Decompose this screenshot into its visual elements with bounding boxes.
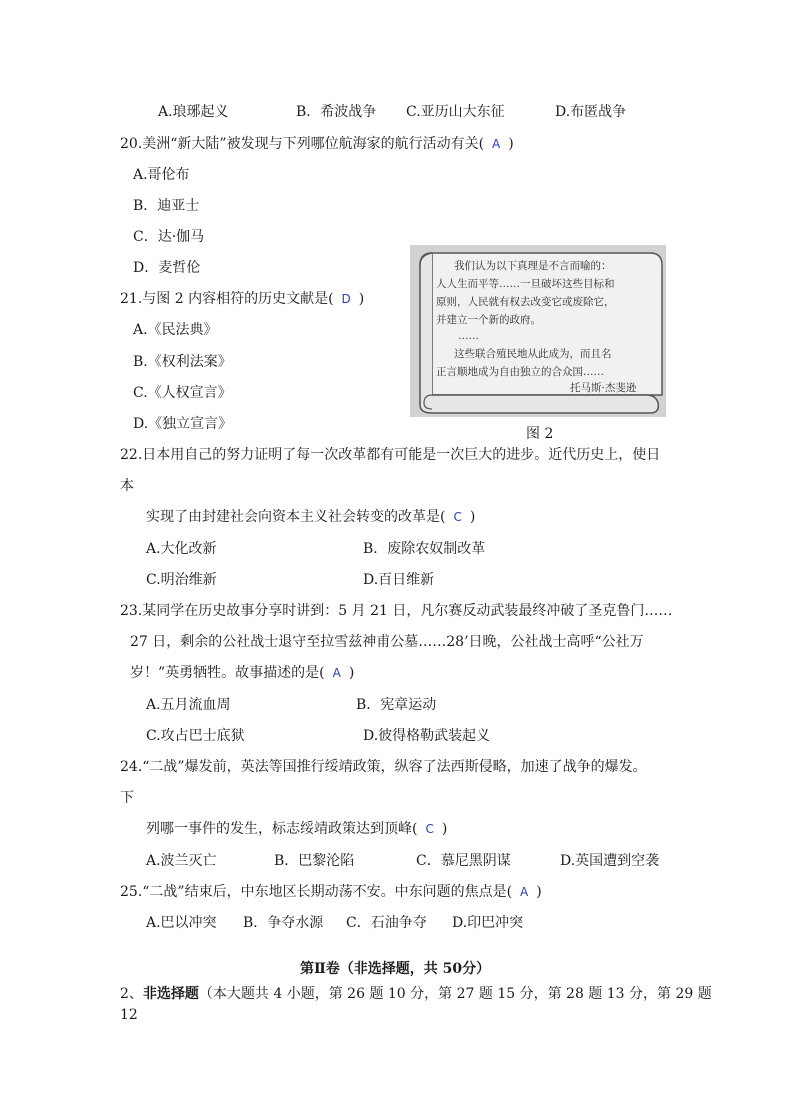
q21-option-a: A.《民法典》 xyxy=(133,322,218,338)
answer-mark: D xyxy=(341,292,351,306)
question-22-cont: 实现了由封建社会向资本主义社会转变的改革是( C ) xyxy=(146,509,476,525)
answer-mark: C xyxy=(425,822,434,836)
q24-option-a: A.波兰灭亡 xyxy=(146,853,217,869)
q22-option-a: A.大化改新 xyxy=(146,541,217,557)
answer-mark: A xyxy=(332,666,341,680)
question-21: 21.与图 2 内容相符的历史文献是( D ) xyxy=(120,291,365,307)
answer-mark: A xyxy=(492,137,501,151)
figure-line: 原则，人民就有权去改变它或废除它， xyxy=(436,296,615,308)
q19-option-a: A.琅琊起义 xyxy=(158,104,229,120)
q22-option-d: D.百日维新 xyxy=(363,572,435,588)
q20-option-c: C．达·伽马 xyxy=(133,229,205,245)
figure-line: 人人生而平等……一旦破坏这些目标和 xyxy=(436,278,615,290)
q19-option-c: C.亚历山大东征 xyxy=(406,104,505,120)
q20-option-a: A.哥伦布 xyxy=(133,167,190,183)
section-2-wrap: 12 xyxy=(120,1007,138,1023)
question-20: 20.美洲“新大陆”被发现与下列哪位航海家的航行活动有关( A ) xyxy=(120,136,514,152)
q21-option-b: B.《权利法案》 xyxy=(133,354,232,370)
q23-option-c: C.攻占巴士底狱 xyxy=(146,728,245,744)
question-23-stem: 23.某同学在历史故事分享时讲到：5 月 21 日，凡尔赛反动武装最终冲破了圣克鲁门…… xyxy=(120,603,673,619)
section-2-title: 第Ⅱ卷（非选择题，共 50分） xyxy=(300,961,491,977)
scroll-image xyxy=(410,245,666,417)
section-2-heading: 2、非选择题（本大题共 4 小题，第 26 题 10 分，第 27 题 15 分，第 28 题 13 分，第 29 题 xyxy=(120,986,712,1002)
q23-option-a: A.五月流血周 xyxy=(146,697,231,713)
figure-line: …… xyxy=(458,330,479,342)
q21-option-d: D.《独立宣言》 xyxy=(133,416,233,432)
figure-line: 正言顺地成为自由独立的合众国…… xyxy=(436,366,604,378)
question-24-wrap: 下 xyxy=(120,790,134,806)
q23-option-b: B．宪章运动 xyxy=(356,697,437,713)
q25-option-b: B．争夺水源 xyxy=(243,915,324,931)
q25-option-d: D.印巴冲突 xyxy=(452,915,524,931)
question-stem: 20.美洲“新大陆”被发现与下列哪位航海家的航行活动有关( xyxy=(120,136,485,152)
figure-signature: 托马斯·杰斐逊 xyxy=(570,382,637,394)
figure-line: 并建立一个新的政府。 xyxy=(436,314,541,326)
answer-mark: A xyxy=(520,885,529,899)
question-24-stem: 24.“二战”爆发前，英法等国推行绥靖政策，纵容了法西斯侵略，加速了战争的爆发。 xyxy=(120,759,647,775)
question-23-cont2: 岁！”英勇牺牲。故事描述的是( A ) xyxy=(130,665,355,681)
question-25: 25.“二战”结束后，中东地区长期动荡不安。中东问题的焦点是( A ) xyxy=(120,884,542,900)
q19-option-d: D.布匿战争 xyxy=(555,104,627,120)
question-stem: 21.与图 2 内容相符的历史文献是( xyxy=(120,291,334,307)
figure-line: 这些联合殖民地从此成为，而且名 xyxy=(454,348,612,360)
q23-option-d: D.彼得格勒武装起义 xyxy=(363,728,491,744)
question-stem: 25.“二战”结束后，中东地区长期动荡不安。中东问题的焦点是( xyxy=(120,884,513,900)
question-22-wrap: 本 xyxy=(120,478,134,494)
figure-caption: 图 2 xyxy=(526,426,554,442)
q24-option-d: D.英国遭到空袭 xyxy=(560,853,660,869)
q20-option-b: B．迪亚士 xyxy=(133,198,200,214)
q25-option-a: A.巴以冲突 xyxy=(146,915,217,931)
answer-mark: C xyxy=(453,510,462,524)
figure-line: 我们认为以下真理是不言而喻的： xyxy=(454,260,612,272)
q20-option-d: D．麦哲伦 xyxy=(133,260,201,276)
q25-option-c: C．石油争夺 xyxy=(346,915,427,931)
q24-option-c: C．慕尼黑阴谋 xyxy=(416,853,511,869)
question-24-cont: 列哪一事件的发生，标志绥靖政策达到顶峰( C ) xyxy=(146,821,448,837)
q21-option-c: C.《人权宣言》 xyxy=(133,385,232,401)
question-23-cont1: 27 日，剩余的公社战士退守至拉雪兹神甫公墓……28’日晚，公社战士高呼“公社万 xyxy=(130,634,644,650)
q22-option-c: C.明治维新 xyxy=(146,572,217,588)
question-22-stem: 22.日本用自己的努力证明了每一次改革都有可能是一次巨大的进步。近代历史上，使日 xyxy=(120,447,661,463)
q24-option-b: B．巴黎沦陷 xyxy=(274,853,355,869)
q22-option-b: B．废除农奴制改革 xyxy=(363,541,486,557)
q19-option-b: B．希波战争 xyxy=(296,104,377,120)
figure-2-scroll xyxy=(410,245,666,417)
